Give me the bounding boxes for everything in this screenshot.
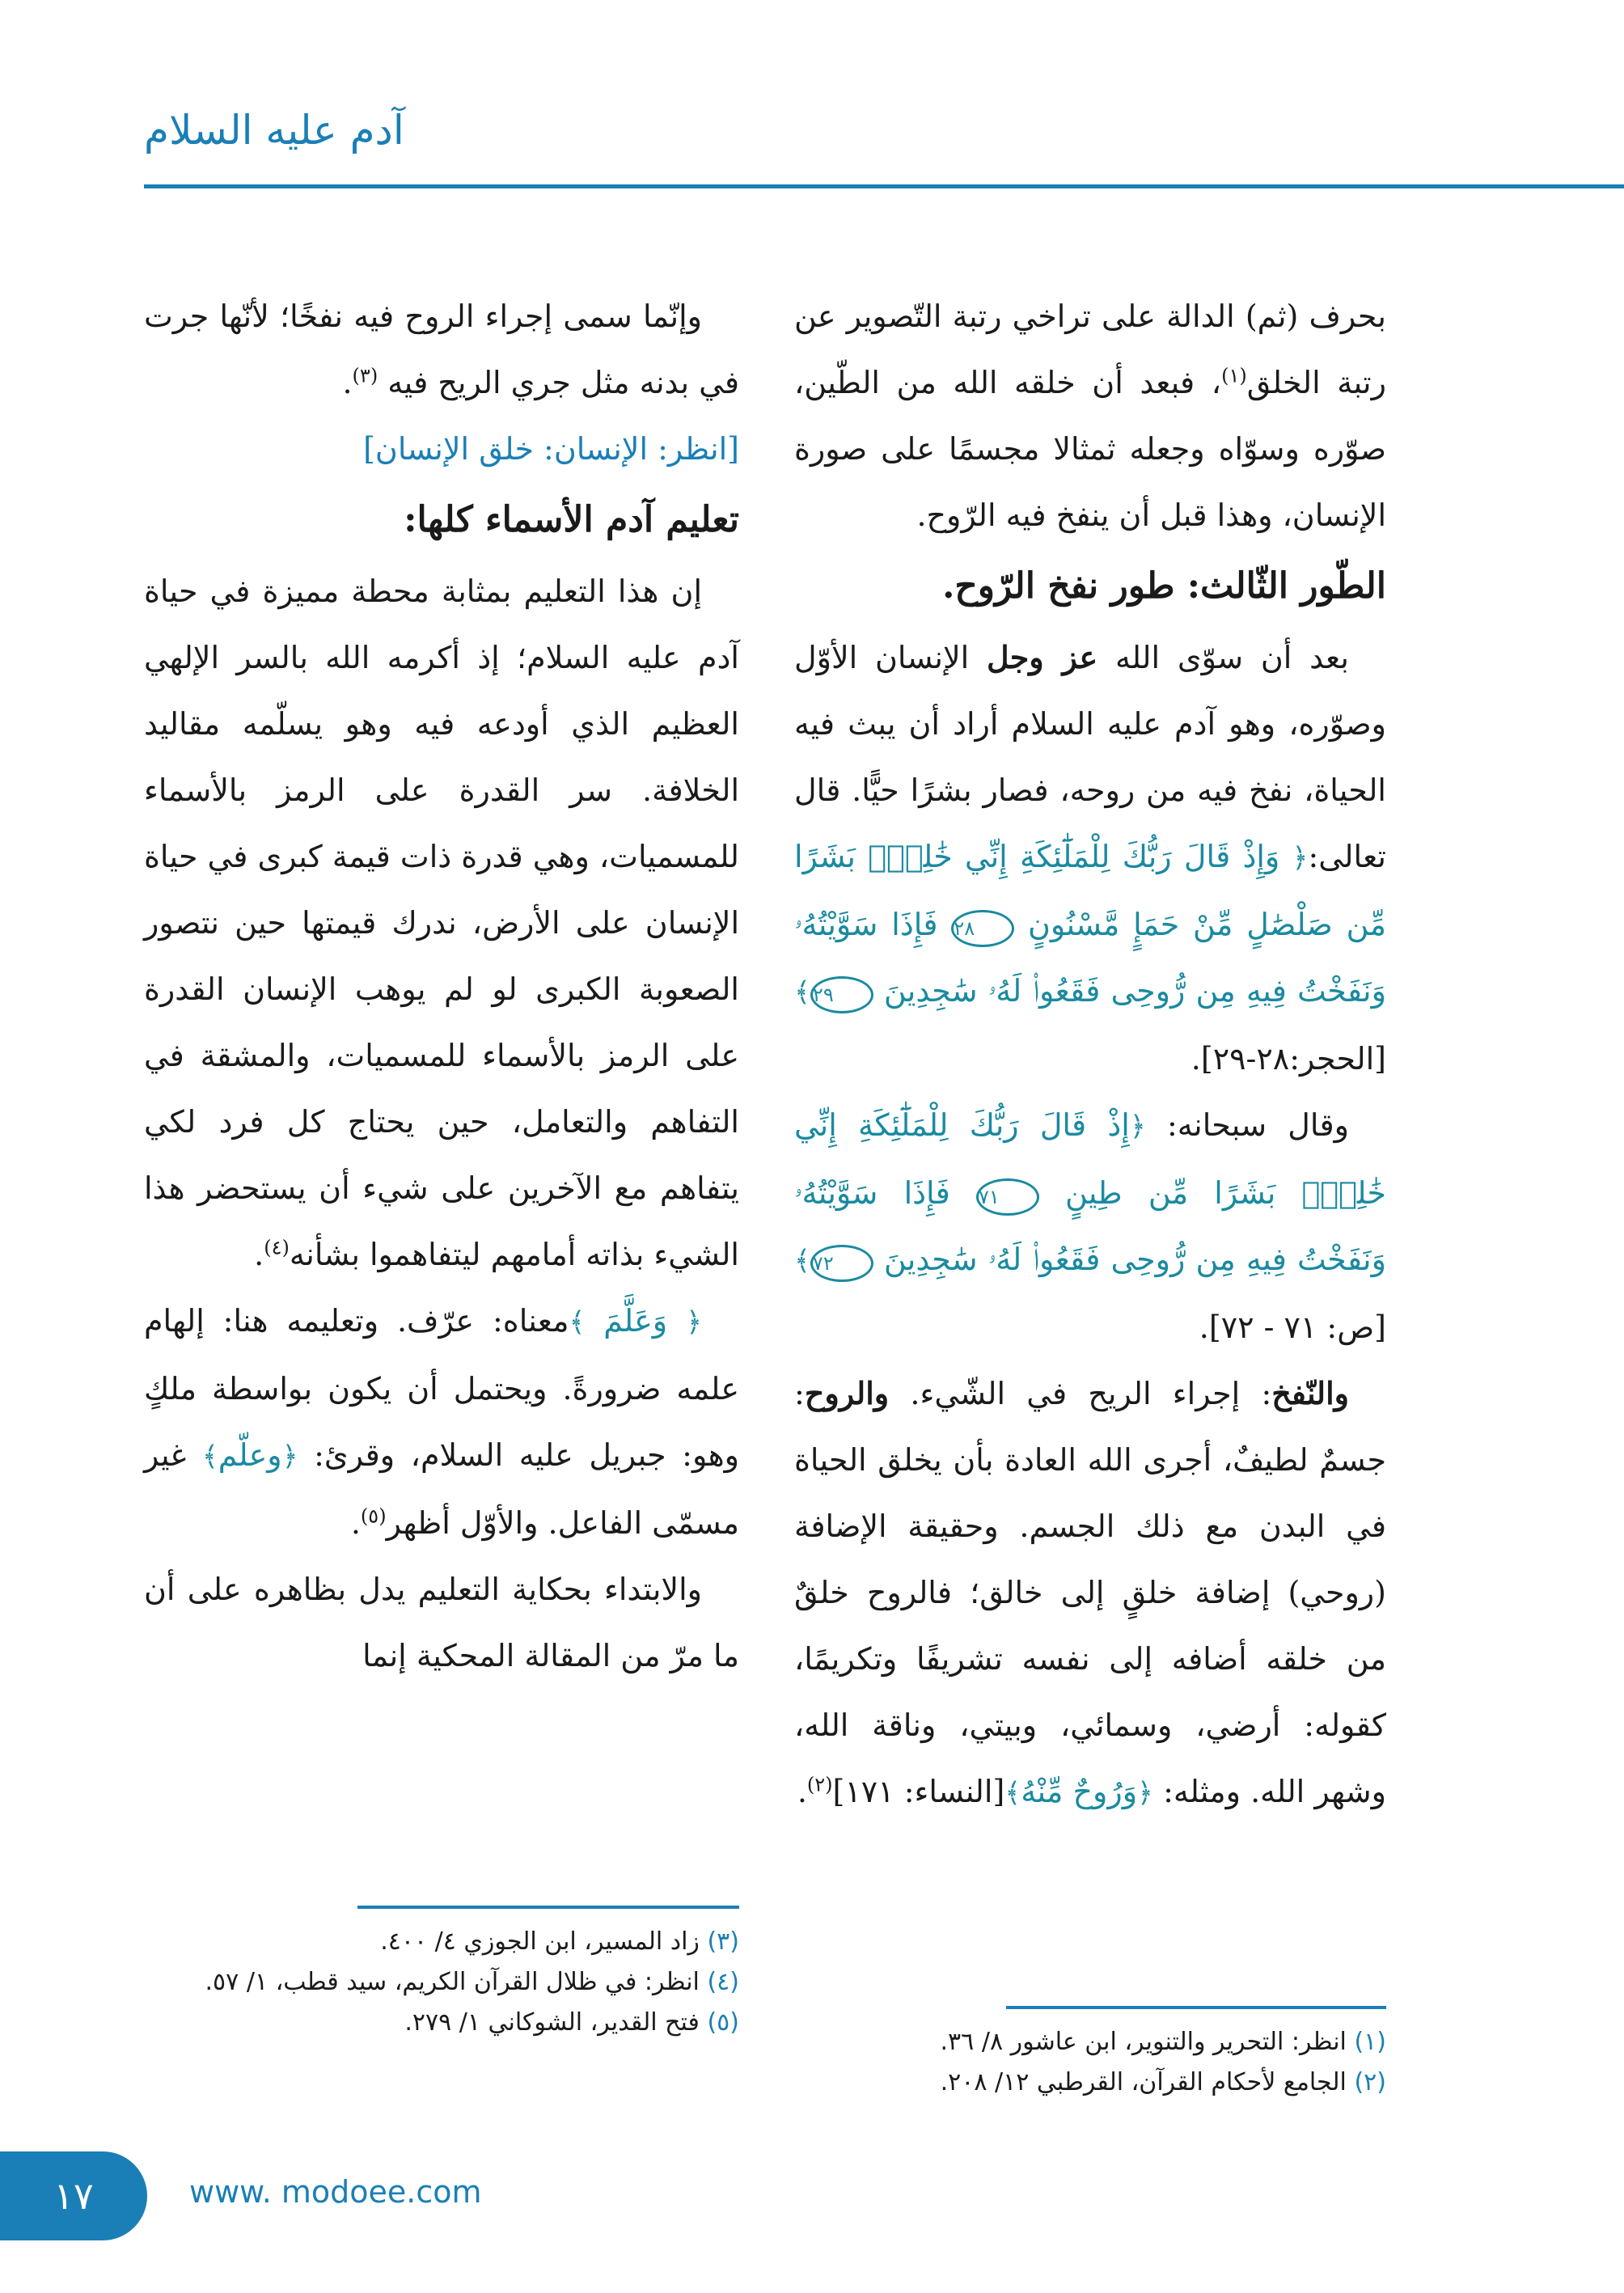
- paragraph-text: : إجراء الريح في الشّيء.: [910, 1376, 1272, 1411]
- quran-ornament-close: ﴾: [794, 1245, 810, 1277]
- footnote-number: (٣): [707, 1927, 739, 1956]
- quran-ornament-open: ﴿: [1137, 1777, 1153, 1809]
- section-heading: الطّور الثّالث: طور نفخ الرّوح.: [942, 565, 1386, 607]
- quran-ornament-close: ﴾: [794, 976, 810, 1009]
- quran-ornament-open: ﴿: [1292, 842, 1309, 874]
- verse-reference: [النساء: ١٧١]: [832, 1774, 1005, 1809]
- punctuation: .: [254, 1237, 264, 1272]
- paragraph: [144, 558, 739, 1288]
- paragraph: [794, 283, 1386, 548]
- paragraph-text: : جسمٌ لطيفٌ، أجرى الله العادة بأن يخلق الحياة في البدن مع ذلك الجسم. وحقيقة الإضافة (روحي) إضافة خلقٍ إلى خالق؛ فالروح خلقٌ من خلقه أضافه إلى نفسه تشريفًا وتكريمًا، كقوله: أرضي، وسمائي، وبيتي، وناقة الله، وشهر الله. ومثله:: [794, 1376, 1386, 1809]
- paragraph-text: والابتداء بحكاية التعليم يدل بظاهره على أن ما مرّ من المقالة المحكية إنما: [144, 1572, 739, 1673]
- paragraph: [144, 283, 739, 416]
- left-column: [144, 283, 739, 1689]
- quran-verse: إِذْ قَالَ رَبُّكَ لِلْمَلَٰٓئِكَةِ إِنِّي خَٰلِقُۢ بَشَرًا مِّن طِينٍ: [794, 1107, 1386, 1211]
- punctuation: .: [342, 365, 353, 400]
- quran-verse: وَإِذْ قَالَ رَبُّكَ لِلْمَلَٰٓئِكَةِ إِنِّي خَٰلِقُۢ بَشَرًا مِّن صَلْصَٰلٍ مِّنْ حَمَإٍ مَّسْنُونٍ: [794, 839, 1386, 942]
- footnote-text: فتح القدير، الشوكاني ١/ ٢٧٩.: [404, 2008, 700, 2037]
- footnote-text: انظر: في ظلال القرآن الكريم، سيد قطب، ١/ ٥٧.: [205, 1968, 700, 1996]
- paragraph: [144, 1288, 739, 1556]
- quran-ornament-open: ﴿: [281, 1441, 298, 1473]
- footnote-item: [794, 2022, 1386, 2062]
- bold-term: والروح: [804, 1375, 890, 1411]
- section-heading: تعليم آدم الأسماء كلها:: [404, 499, 739, 540]
- header-divider: [144, 184, 1624, 188]
- footnote-ref[interactable]: (٣): [352, 364, 379, 387]
- quran-verse: وَرُوحٌ مِّنْهُ: [1021, 1774, 1138, 1809]
- page-header-title: آدم عليه السلام: [144, 107, 404, 154]
- footnote-divider-left: [357, 1906, 739, 1909]
- verse-reference: [ص: ٧١ - ٧٢].: [1199, 1309, 1386, 1345]
- paragraph-text: وإنّما سمى إجراء الروح فيه نفخًا؛ لأنّها جرت في بدنه مثل جري الريح فيه: [144, 298, 739, 400]
- footnote-ref[interactable]: (٥): [360, 1504, 387, 1528]
- footnote-item: [144, 1962, 739, 2003]
- punctuation: .: [350, 1505, 361, 1541]
- footnotes-right: [794, 2022, 1386, 2103]
- quran-verse: فَإِذَا سَوَّيْتُهُۥ وَنَفَخْتُ فِيهِ مِن رُّوحِى فَقَعُوا۟ لَهُۥ سَٰجِدِينَ: [794, 1175, 1386, 1277]
- ayah-number: ٢٩: [810, 976, 873, 1013]
- paragraph: [794, 624, 1386, 1092]
- footnote-text: زاد المسير، ابن الجوزي ٤/ ٤٠٠.: [380, 1927, 700, 1956]
- bold-text: عز وجل: [986, 639, 1098, 675]
- page-number: ١٧: [53, 2174, 94, 2218]
- footnote-divider-right: [1006, 2006, 1386, 2009]
- footnote-item: [794, 2062, 1386, 2103]
- quran-ornament-close: ﴾: [1004, 1777, 1021, 1809]
- right-column: [794, 283, 1386, 1826]
- quran-word: وَعَلَّمَ: [603, 1303, 668, 1339]
- quran-ornament-close: ﴾: [569, 1306, 586, 1339]
- footnote-text: انظر: التحرير والتنوير، ابن عاشور ٨/ ٣٦.: [940, 2028, 1347, 2056]
- ayah-number: ٧١: [976, 1178, 1039, 1216]
- footnote-ref[interactable]: (٤): [264, 1236, 290, 1259]
- footnote-item: [144, 1922, 739, 1962]
- footnote-number: (٤): [707, 1968, 739, 1996]
- bold-term: والنّفخ: [1271, 1375, 1349, 1411]
- page-number-badge: [0, 2151, 147, 2240]
- paragraph: [794, 1360, 1386, 1826]
- footnote-item: [144, 2003, 739, 2043]
- ayah-number: ٧٢: [810, 1245, 873, 1282]
- paragraph-text: وقال سبحانه:: [1166, 1107, 1349, 1143]
- footnote-text: الجامع لأحكام القرآن، القرطبي ١٢/ ٢٠٨.: [940, 2068, 1347, 2096]
- paragraph: [794, 1092, 1386, 1360]
- paragraph-text: إن هذا التعليم بمثابة محطة مميزة في حياة آدم عليه السلام؛ إذ أكرمه الله بالسر الإلهي العظيم الذي أودعه فيه وهو يسلّمه مقاليد الخلافة. سر القدرة على الرمز بالأسماء للمسميات، وهي قدرة ذات قيمة كبرى في حياة الإنسان على الأرض، ندرك قيمتها حين نتصور الصعوبة الكبرى لو لم يوهب الإنسان القدرة على الرمز بالأسماء للمسميات، والمشقة في التفاهم والتعامل، حين يحتاج كل فرد لكي يتفاهم مع الآخرين على شيء أن يستحضر هذا الشيء بذاته أمامهم ليتفاهموا بشأنه: [144, 573, 739, 1272]
- punctuation: .: [797, 1774, 807, 1809]
- footnote-number: (٢): [1354, 2068, 1386, 2096]
- footnotes-left: [144, 1922, 739, 2043]
- paragraph-text: بعد أن سوّى الله: [1114, 640, 1349, 675]
- paragraph-text: ، فبعد أن خلقه الله من الطّين، صوّره وسوّاه وجعله ثمثالا مجسمًا على صورة الإنسان، وهذا قبل أن ينفخ فيه الرّوح.: [794, 365, 1386, 533]
- paragraph-text: بحرف (ثم) الدالة على تراخي رتبة التّصوير عن رتبة الخلق: [794, 298, 1386, 400]
- footnote-number: (١): [1354, 2028, 1386, 2056]
- quran-word: وعلّم: [218, 1437, 282, 1473]
- paragraph-text: غير مسمّى الفاعل. والأوّل أظهر: [144, 1437, 739, 1541]
- quran-ornament-open: ﴿: [1129, 1111, 1146, 1143]
- paragraph-text: معناه: عرّف. وتعليمه هنا: إلهام علمه ضرورةً. ويحتمل أن يكون بواسطة ملكٍ وهو: جبريل عليه السلام، وقرئ:: [144, 1303, 739, 1473]
- footnote-ref[interactable]: (٢): [806, 1773, 833, 1796]
- footnote-number: (٥): [707, 2008, 739, 2037]
- website-link[interactable]: www. modoee.com: [189, 2174, 482, 2210]
- ayah-number: ٢٨: [951, 910, 1014, 947]
- quran-verse: فَإِذَا سَوَّيْتُهُۥ وَنَفَخْتُ فِيهِ مِن رُّوحِى فَقَعُوا۟ لَهُۥ سَٰجِدِينَ: [794, 907, 1386, 1009]
- quran-ornament-close: ﴾: [201, 1441, 218, 1473]
- verse-reference: [الحجر:٢٨-٢٩].: [1191, 1041, 1386, 1077]
- footnote-ref[interactable]: (١): [1221, 364, 1247, 387]
- paragraph-text: الإنسان الأوّل وصوّره، وهو آدم عليه السلام أراد أن يبث فيه الحياة، نفخ فيه من روحه، فصار بشرًا حيًّا. قال تعالى:: [794, 640, 1386, 874]
- cross-reference[interactable]: [انظر: الإنسان: خلق الإنسان]: [363, 431, 739, 467]
- quran-ornament-open: ﴿: [686, 1306, 702, 1339]
- paragraph: [144, 1556, 739, 1689]
